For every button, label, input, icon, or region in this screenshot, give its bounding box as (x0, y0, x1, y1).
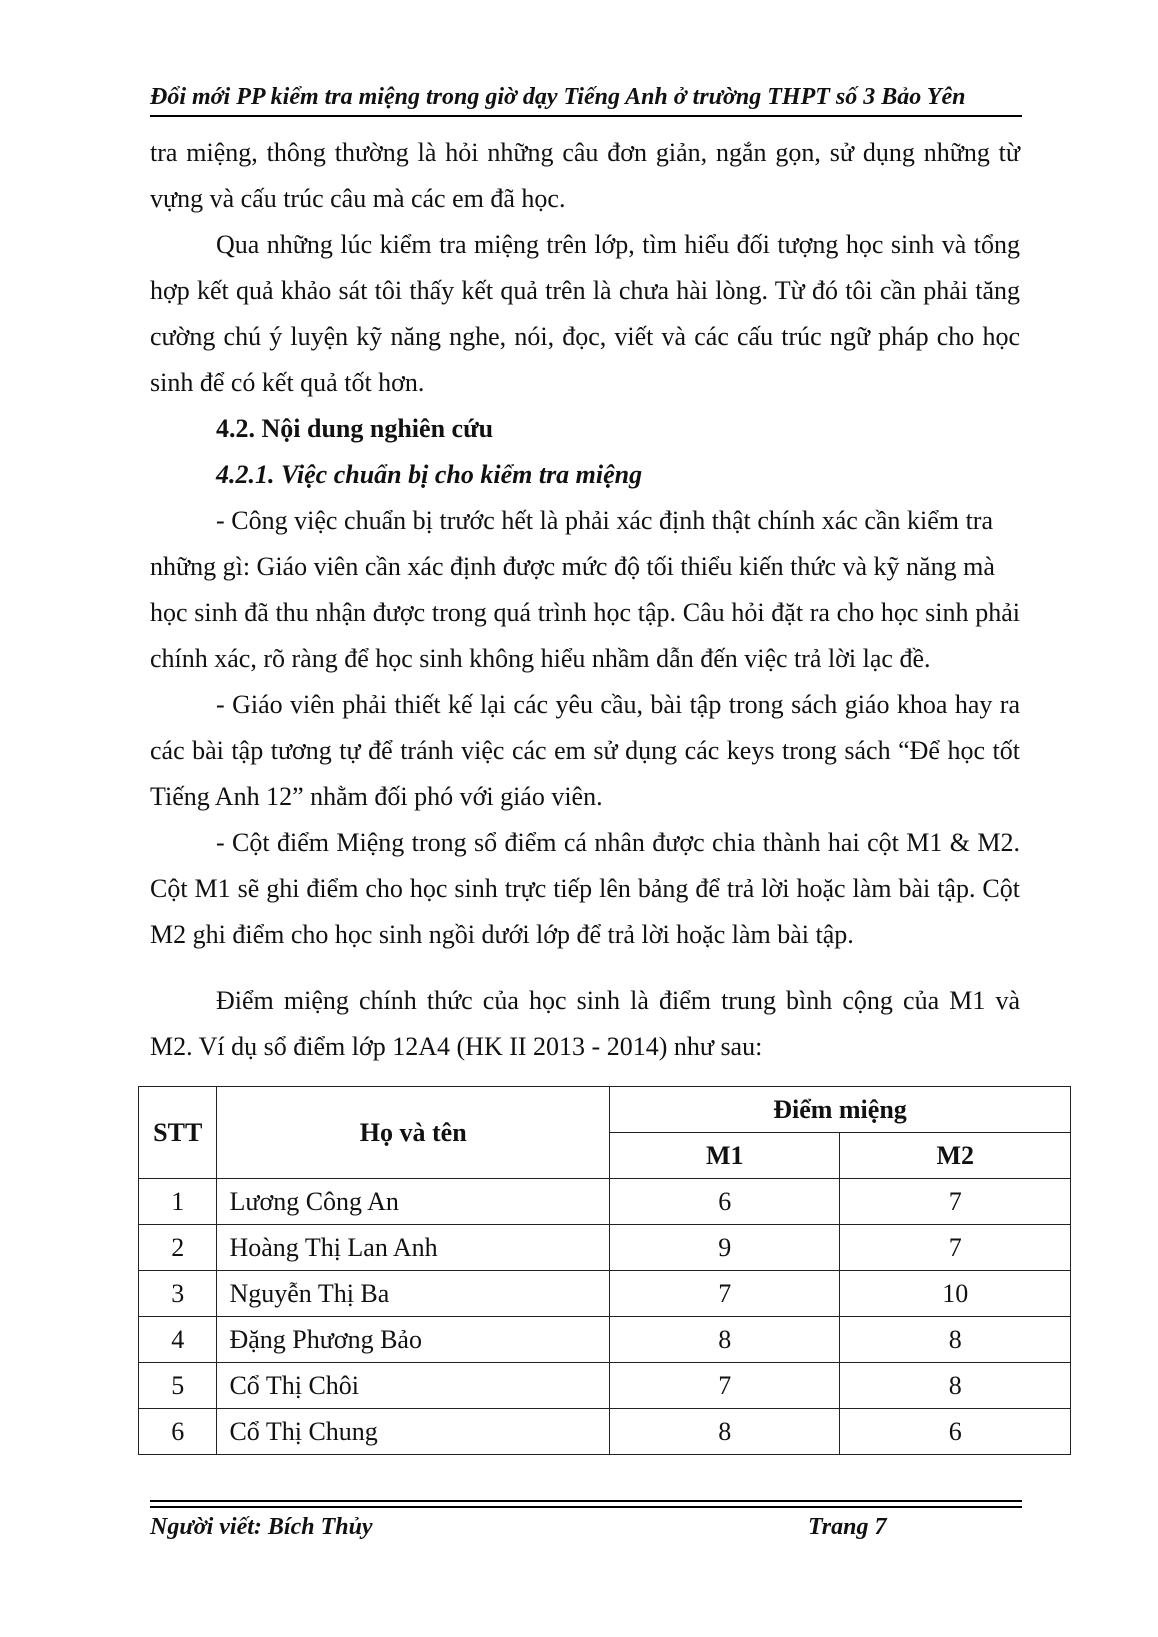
paragraph-line: chính xác, rõ ràng để học sinh không hiểu nhầm dẫn đến việc trả lời lạc đề. (150, 644, 931, 673)
cell-m2: 8 (840, 1317, 1071, 1363)
cell-m2: 7 (840, 1179, 1071, 1225)
cell-stt: 1 (139, 1179, 217, 1225)
page-header-title: Đổi mới PP kiểm tra miệng trong giờ dạy Tiếng Anh ở trường THPT số 3 Bảo Yên (150, 84, 966, 110)
paragraph-line: Điểm miệng chính thức của học sinh là điểm trung bình cộng của M1 và (216, 986, 1020, 1015)
table-row (139, 1179, 1071, 1225)
cell-stt: 2 (139, 1225, 217, 1271)
header-oral-score: Điểm miệng (610, 1087, 1071, 1133)
cell-m1: 8 (610, 1317, 840, 1363)
cell-stt: 6 (139, 1409, 217, 1455)
cell-stt: 3 (139, 1271, 217, 1317)
table-row (139, 1225, 1071, 1271)
cell-name: Nguyễn Thị Ba (217, 1271, 610, 1317)
paragraph-line: Tiếng Anh 12” nhằm đối phó với giáo viên. (150, 782, 603, 811)
cell-m1: 8 (610, 1409, 840, 1455)
paragraph-line: - Cột điểm Miệng trong sổ điểm cá nhân được chia thành hai cột M1 & M2. (216, 828, 1020, 857)
cell-name: Cổ Thị Chôi (217, 1363, 610, 1409)
table-row (139, 1271, 1071, 1317)
header-rule (150, 115, 1022, 117)
table-row (139, 1317, 1071, 1363)
cell-m1: 6 (610, 1179, 840, 1225)
footer-author: Người viết: Bích Thủy (150, 1514, 373, 1540)
paragraph-line: Cột M1 sẽ ghi điểm cho học sinh trực tiếp lên bảng để trả lời hoặc làm bài tập. Cột (150, 874, 1020, 903)
footer-page-number: Trang 7 (808, 1514, 887, 1540)
header-m1: M1 (610, 1133, 840, 1179)
paragraph-line: sinh để có kết quả tốt hơn. (150, 368, 425, 397)
table-header-row (139, 1087, 1071, 1133)
table-row (139, 1363, 1071, 1409)
header-name: Họ và tên (217, 1087, 610, 1179)
paragraph-line: M2. Ví dụ sổ điểm lớp 12A4 (HK II 2013 - 2014) như sau: (150, 1032, 763, 1061)
paragraph-line: Qua những lúc kiểm tra miệng trên lớp, tìm hiểu đối tượng học sinh và tổng (216, 230, 1020, 259)
cell-name: Cổ Thị Chung (217, 1409, 610, 1455)
cell-name: Lương Công An (217, 1179, 610, 1225)
cell-stt: 4 (139, 1317, 217, 1363)
cell-name: Hoàng Thị Lan Anh (217, 1225, 610, 1271)
cell-name: Đặng Phương Bảo (217, 1317, 610, 1363)
paragraph-line: những gì: Giáo viên cần xác định được mức độ tối thiểu kiến thức và kỹ năng mà (150, 552, 995, 581)
cell-m1: 9 (610, 1225, 840, 1271)
cell-m2: 10 (840, 1271, 1071, 1317)
paragraph-line: vựng và cấu trúc câu mà các em đã học. (150, 184, 566, 213)
header-stt: STT (139, 1087, 217, 1179)
footer-rule (150, 1506, 1022, 1508)
paragraph-line: các bài tập tương tự để tránh việc các em sử dụng các keys trong sách “Để học tốt (150, 736, 1020, 765)
subsection-heading: 4.2.1. Việc chuẩn bị cho kiểm tra miệng (216, 460, 643, 489)
header-m2: M2 (840, 1133, 1071, 1179)
cell-m1: 7 (610, 1271, 840, 1317)
cell-m2: 6 (840, 1409, 1071, 1455)
paragraph-line: học sinh đã thu nhận được trong quá trình học tập. Câu hỏi đặt ra cho học sinh phải (150, 598, 1020, 627)
cell-stt: 5 (139, 1363, 217, 1409)
paragraph-line: - Công việc chuẩn bị trước hết là phải xác định thật chính xác cần kiểm tra (216, 506, 993, 535)
footer-rule (150, 1500, 1022, 1502)
paragraph-line: - Giáo viên phải thiết kế lại các yêu cầu, bài tập trong sách giáo khoa hay ra (216, 690, 1020, 719)
cell-m2: 7 (840, 1225, 1071, 1271)
paragraph-line: tra miệng, thông thường là hỏi những câu đơn giản, ngắn gọn, sử dụng những từ (150, 138, 1020, 167)
cell-m2: 8 (840, 1363, 1071, 1409)
paragraph-line: cường chú ý luyện kỹ năng nghe, nói, đọc, viết và các cấu trúc ngữ pháp cho học (150, 322, 1020, 351)
table-row (139, 1409, 1071, 1455)
section-heading: 4.2. Nội dung nghiên cứu (216, 414, 494, 443)
paragraph-line: hợp kết quả khảo sát tôi thấy kết quả trên là chưa hài lòng. Từ đó tôi cần phải tăng (150, 276, 1020, 305)
paragraph-line: M2 ghi điểm cho học sinh ngồi dưới lớp để trả lời hoặc làm bài tập. (150, 920, 854, 949)
grades-table (138, 1086, 1071, 1455)
cell-m1: 7 (610, 1363, 840, 1409)
